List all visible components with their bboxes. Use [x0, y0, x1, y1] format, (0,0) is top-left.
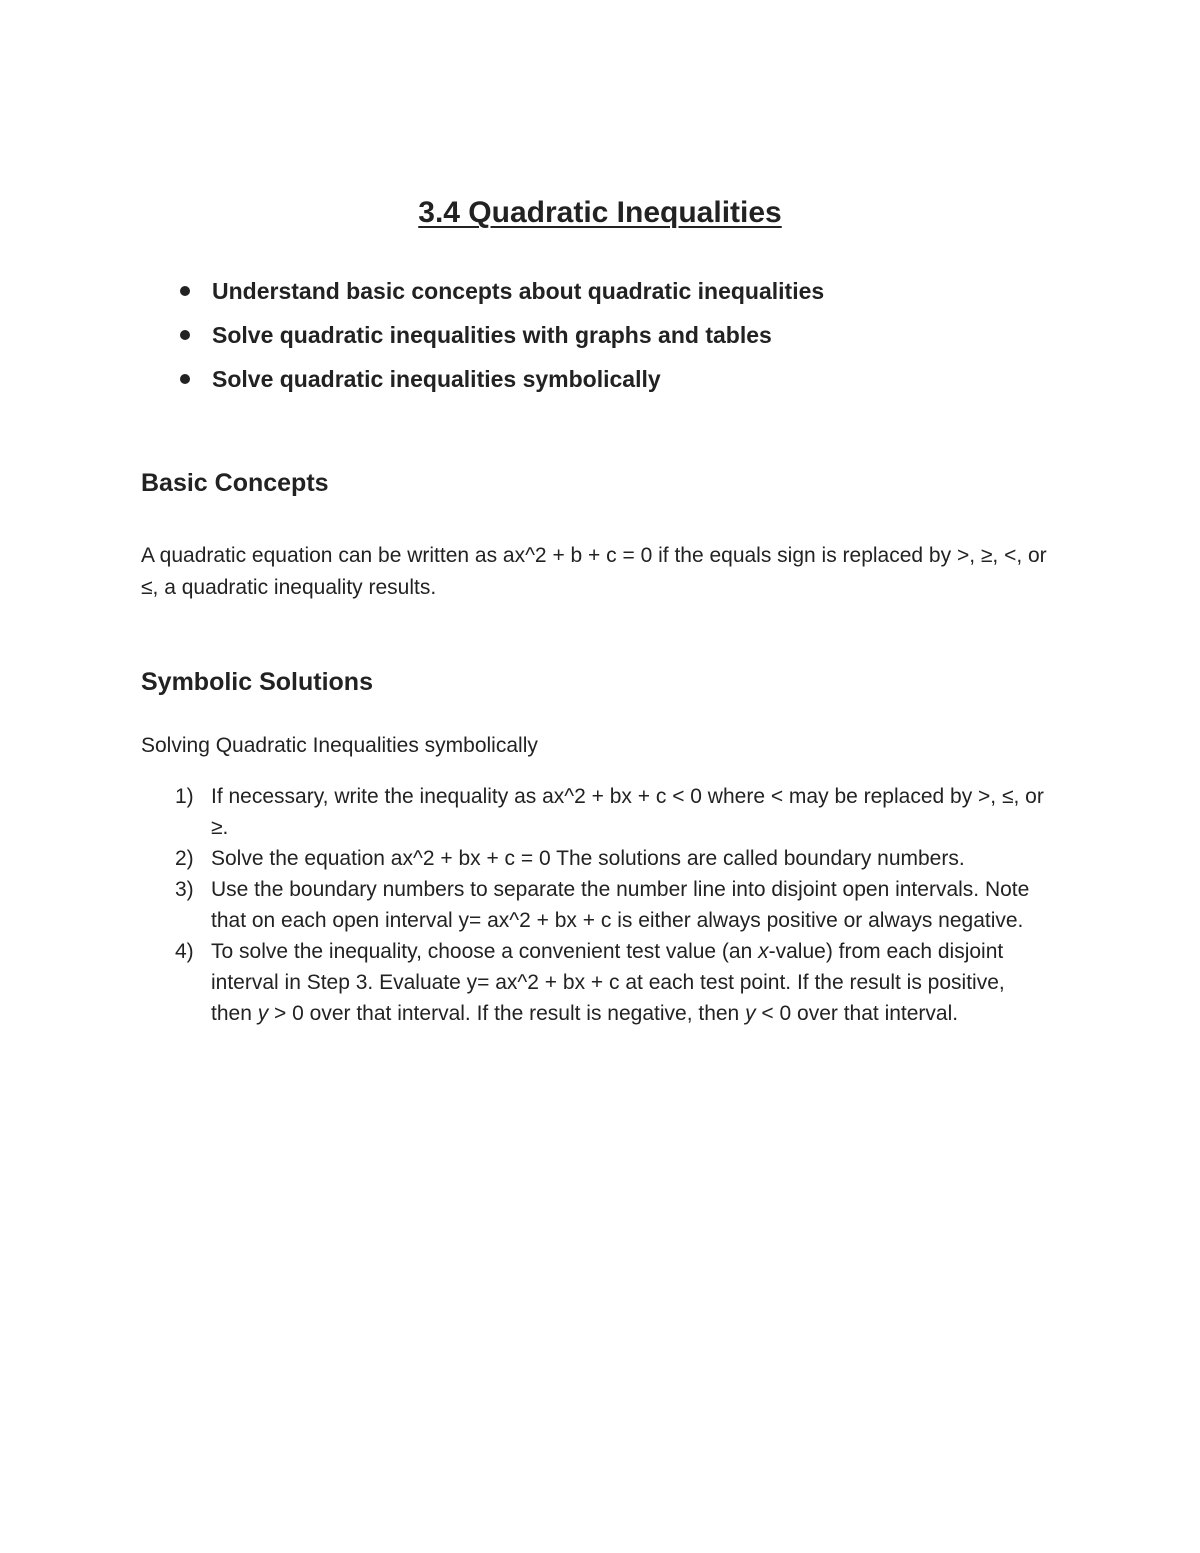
objectives-list	[178, 274, 824, 406]
step-text-part: > 0 over that interval. If the result is negative, then	[268, 1002, 746, 1025]
objective-item	[178, 274, 824, 318]
page-title: 3.4 Quadratic Inequalities	[418, 196, 782, 229]
objective-item	[178, 318, 824, 362]
steps-list	[141, 781, 1051, 1029]
step-item	[141, 936, 1051, 1029]
step-number: 1)	[175, 785, 194, 808]
variable-x: x	[758, 940, 769, 963]
step-text-part: -value) from each disjoint interval in Step 3. Evaluate y= ax^2 + bx + c at each test point. If the result is positive, then	[211, 940, 1005, 1025]
step-text-part: To solve the inequality, choose a convenient test value (an	[211, 940, 759, 963]
step-item	[141, 781, 1051, 843]
step-text: If necessary, write the inequality as ax^2 + bx + c < 0 where < may be replaced by >, ≤, or ≥.	[211, 785, 1044, 839]
objective-text: Understand basic concepts about quadratic inequalities	[212, 278, 825, 304]
bullet-icon	[180, 330, 190, 340]
step-number: 3)	[175, 878, 194, 901]
step-number: 2)	[175, 847, 194, 870]
step-number: 4)	[175, 940, 194, 963]
variable-y: y	[745, 1002, 756, 1025]
step-text: Solve the equation ax^2 + bx + c = 0 The solutions are called boundary numbers.	[211, 847, 965, 870]
bullet-icon	[180, 374, 190, 384]
objective-item	[178, 362, 824, 406]
symbolic-solutions-intro: Solving Quadratic Inequalities symbolically	[141, 734, 538, 757]
objective-text: Solve quadratic inequalities symbolically	[212, 366, 661, 392]
variable-y: y	[257, 1002, 269, 1025]
step-text-part: < 0 over that interval.	[755, 1002, 959, 1025]
step-item	[141, 843, 1051, 874]
step-text	[211, 940, 1005, 1025]
symbolic-solutions-heading: Symbolic Solutions	[141, 668, 373, 696]
step-text: Use the boundary numbers to separate the number line into disjoint open intervals. Note that on each open interval y= ax^2 + bx + c is either always positive or always negative.	[211, 878, 1030, 932]
step-item	[141, 874, 1051, 936]
basic-concepts-paragraph: A quadratic equation can be written as ax^2 + b + c = 0 if the equals sign is replaced by >, ≥, <, or ≤, a quadratic inequality results.	[141, 544, 1047, 599]
basic-concepts-heading: Basic Concepts	[141, 469, 329, 497]
objective-text: Solve quadratic inequalities with graphs and tables	[212, 322, 772, 348]
bullet-icon	[180, 286, 190, 296]
